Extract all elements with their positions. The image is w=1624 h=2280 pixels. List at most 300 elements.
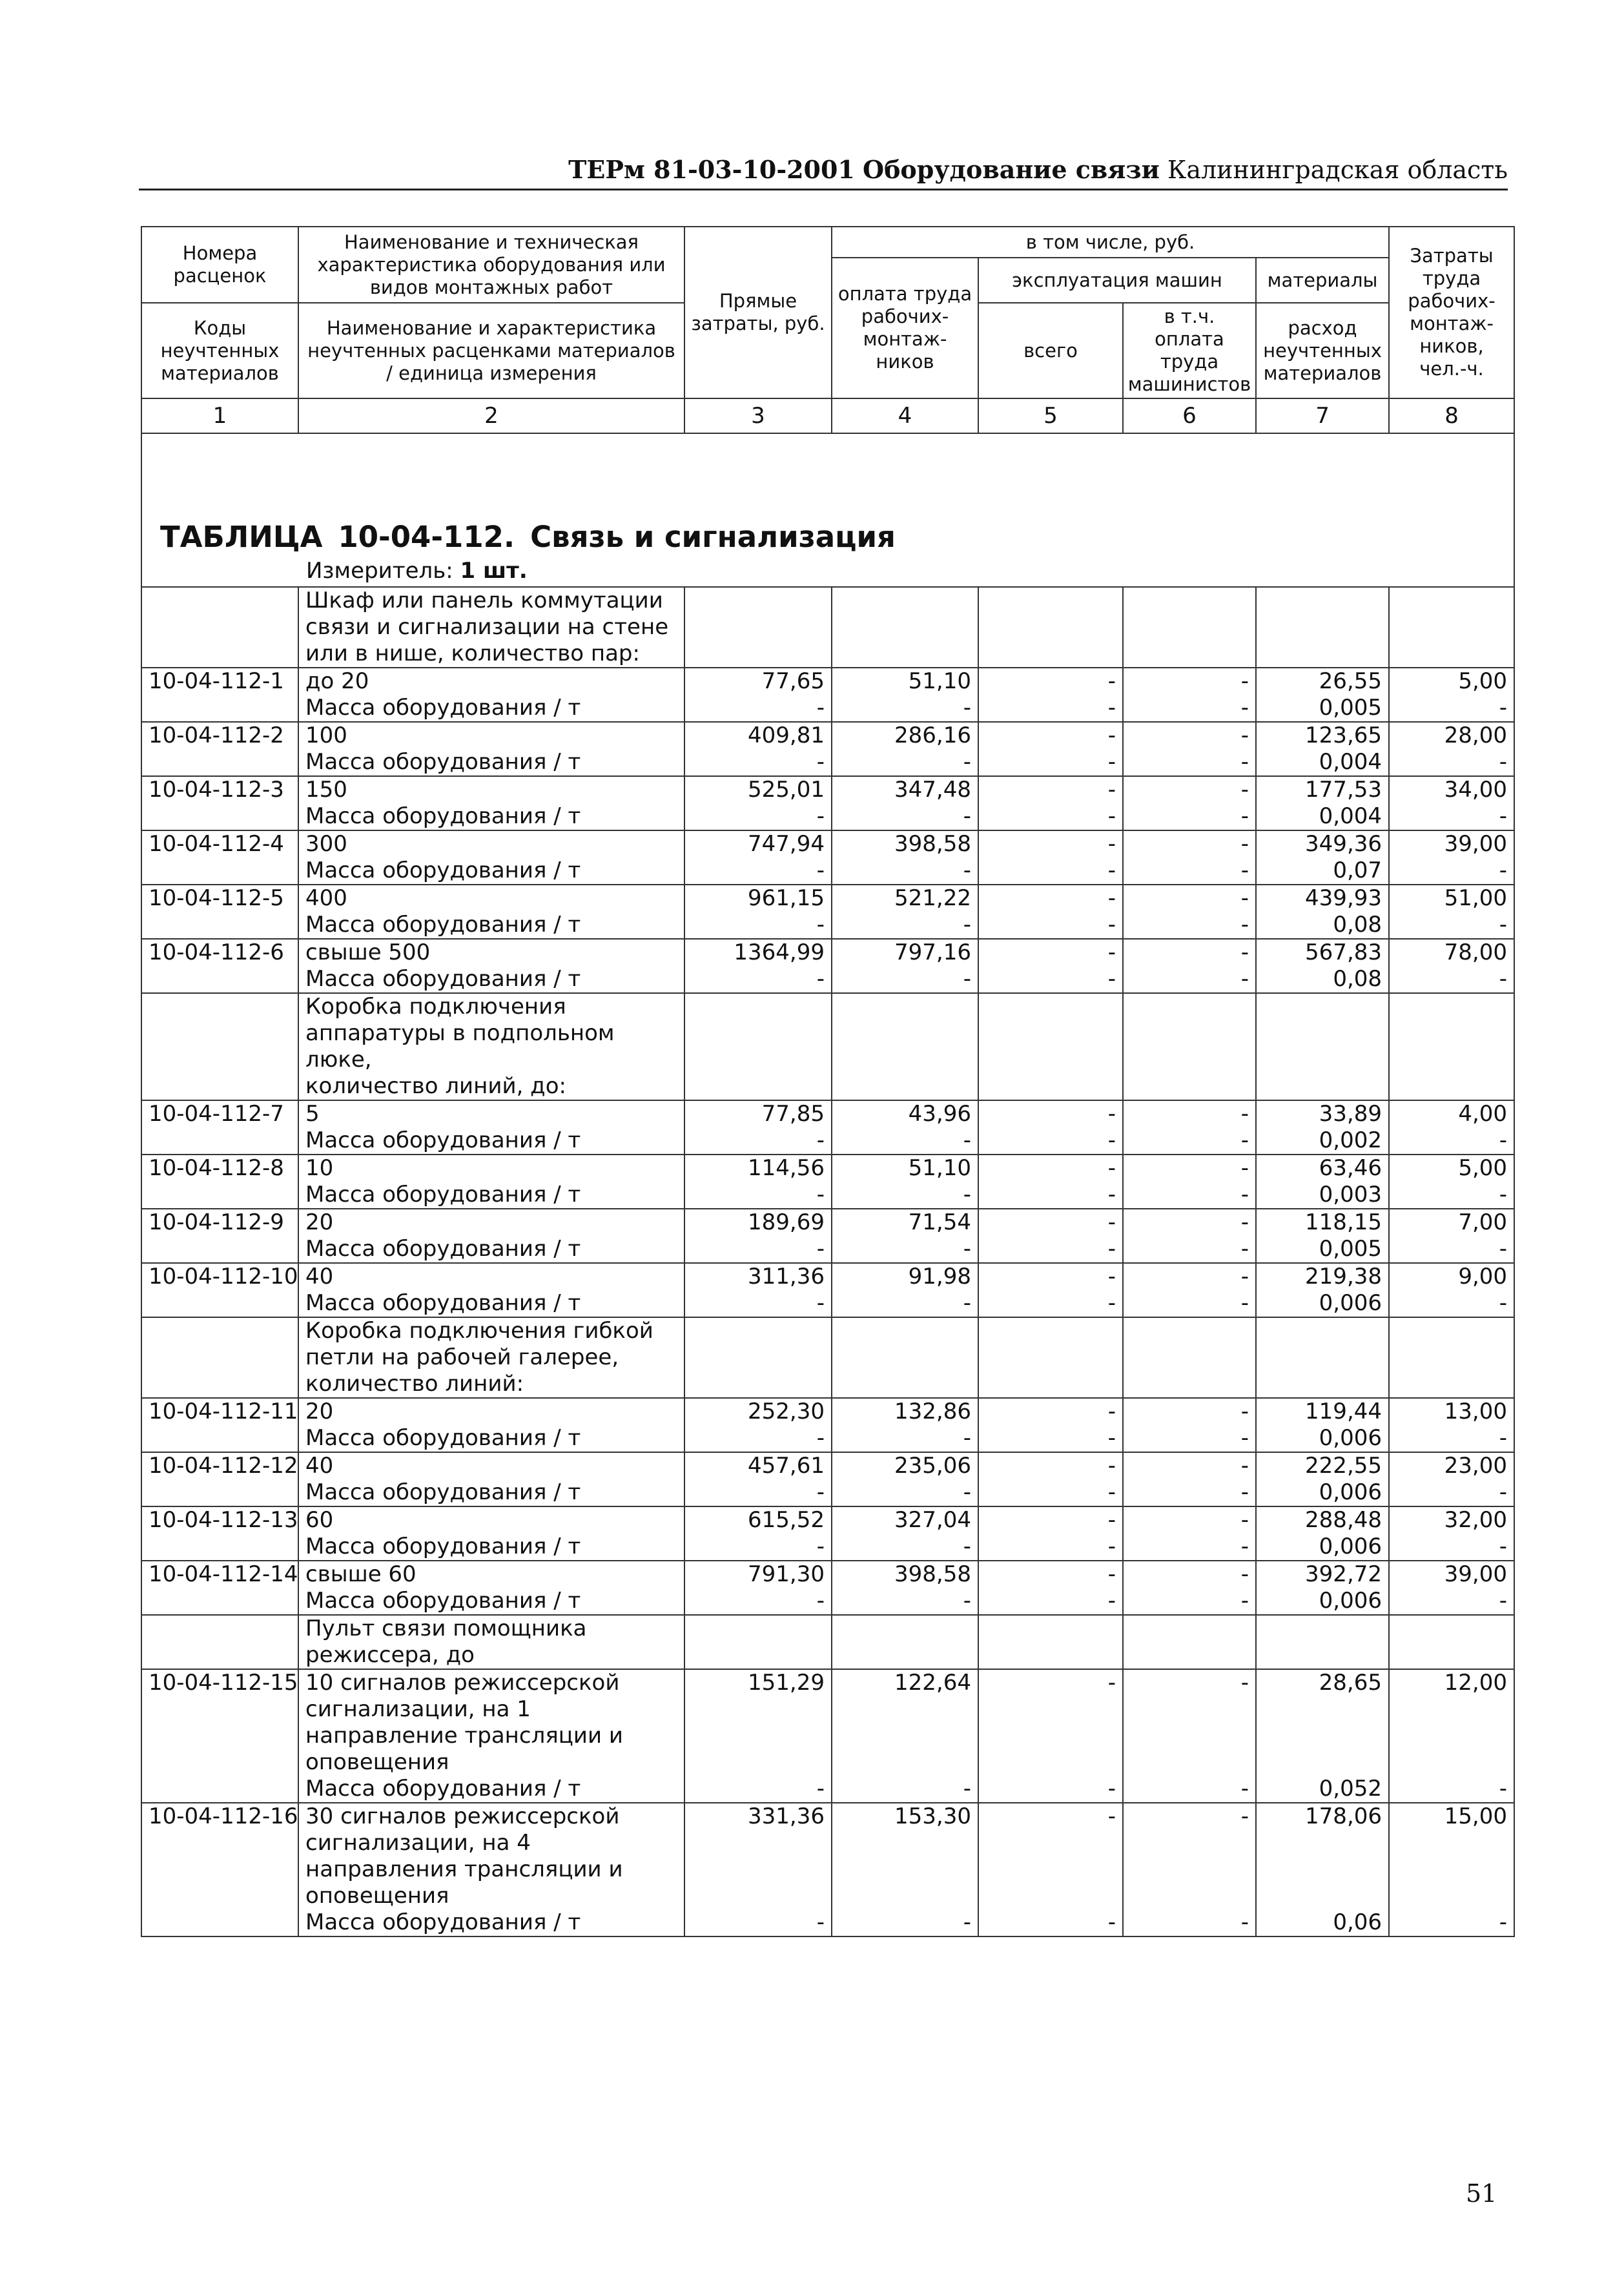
mass-machines-total-cell: - <box>978 1479 1123 1506</box>
mass-direct-cost-cell: - <box>684 1534 832 1561</box>
rate-code: 10-04-112-12 <box>141 1452 298 1479</box>
labor-hours-cell: 13,00 <box>1389 1398 1514 1425</box>
materials-cell: 349,36 <box>1256 830 1389 858</box>
machines-total-cell: - <box>978 1452 1123 1479</box>
col-labor-pay-header: оплата труда рабочих-монтаж-ников <box>832 258 978 398</box>
mass-machines-total-cell: - <box>978 1909 1123 1936</box>
group-empty-cell <box>684 1317 832 1398</box>
mass-direct-cost-cell: - <box>684 1909 832 1936</box>
mass-labor-hours-cell: - <box>1389 858 1514 885</box>
mass-materials-cell: 0,06 <box>1256 1909 1389 1936</box>
mass-labor-pay-cell: - <box>832 749 978 776</box>
labor-pay-cell: 398,58 <box>832 1561 978 1588</box>
group-title: Коробка подключения гибкой петли на рабочей галерее, количество линий: <box>298 1317 684 1398</box>
col-number: 6 <box>1123 398 1256 433</box>
mass-machinists-pay-cell: - <box>1123 1534 1256 1561</box>
material-row <box>141 1588 1514 1615</box>
mass-labor-hours-cell: - <box>1389 912 1514 939</box>
materials-cell: 118,15 <box>1256 1209 1389 1236</box>
mass-materials-cell: 0,005 <box>1256 1236 1389 1263</box>
mass-direct-cost-cell: - <box>684 1425 832 1452</box>
mass-materials-cell: 0,052 <box>1256 1776 1389 1803</box>
col-machinists-pay-header: в т.ч. оплата труда машинистов <box>1123 303 1256 398</box>
mass-machinists-pay-cell: - <box>1123 1909 1256 1936</box>
table-row <box>141 1561 1514 1588</box>
materials-cell: 33,89 <box>1256 1100 1389 1127</box>
labor-hours-cell: 12,00 <box>1389 1669 1514 1776</box>
measure-value: 1 шт. <box>460 558 528 584</box>
group-title: Пульт связи помощника режиссера, до <box>298 1615 684 1669</box>
material-row <box>141 858 1514 885</box>
material-name: Масса оборудования / т <box>298 1479 684 1506</box>
labor-pay-cell: 132,86 <box>832 1398 978 1425</box>
mass-direct-cost-cell: - <box>684 1776 832 1803</box>
materials-cell: 26,55 <box>1256 668 1389 695</box>
material-name: Масса оборудования / т <box>298 1425 684 1452</box>
labor-hours-cell: 5,00 <box>1389 1155 1514 1182</box>
material-code <box>141 912 298 939</box>
mass-direct-cost-cell: - <box>684 912 832 939</box>
rate-description: 5 <box>298 1100 684 1127</box>
mass-labor-hours-cell: - <box>1389 1290 1514 1317</box>
machinists-pay-cell: - <box>1123 885 1256 912</box>
mass-direct-cost-cell: - <box>684 1236 832 1263</box>
labor-pay-cell: 91,98 <box>832 1263 978 1290</box>
mass-materials-cell: 0,006 <box>1256 1479 1389 1506</box>
labor-pay-cell: 347,48 <box>832 776 978 803</box>
direct-cost-cell: 457,61 <box>684 1452 832 1479</box>
machinists-pay-cell: - <box>1123 1506 1256 1534</box>
col-number: 5 <box>978 398 1123 433</box>
machines-total-cell: - <box>978 1506 1123 1534</box>
machinists-pay-cell: - <box>1123 830 1256 858</box>
material-name: Масса оборудования / т <box>298 803 684 830</box>
material-row <box>141 966 1514 993</box>
material-name: Масса оборудования / т <box>298 1588 684 1615</box>
mass-materials-cell: 0,006 <box>1256 1290 1389 1317</box>
group-empty-cell <box>832 587 978 668</box>
rate-code: 10-04-112-10 <box>141 1263 298 1290</box>
material-name: Масса оборудования / т <box>298 749 684 776</box>
mass-labor-hours-cell: - <box>1389 1534 1514 1561</box>
materials-cell: 219,38 <box>1256 1263 1389 1290</box>
group-empty-cell <box>1389 1317 1514 1398</box>
group-empty-cell <box>1123 1317 1256 1398</box>
machines-total-cell: - <box>978 1398 1123 1425</box>
machinists-pay-cell: - <box>1123 668 1256 695</box>
section-title-row <box>141 433 1514 587</box>
rate-description: 150 <box>298 776 684 803</box>
machinists-pay-cell: - <box>1123 1100 1256 1127</box>
mass-materials-cell: 0,004 <box>1256 749 1389 776</box>
col-material-name-header: Наименование и характеристика неучтенных расценками материалов / единица измерения <box>298 303 684 398</box>
materials-cell: 288,48 <box>1256 1506 1389 1534</box>
group-empty-cell <box>1389 993 1514 1100</box>
mass-labor-pay-cell: - <box>832 858 978 885</box>
group-header-row <box>141 587 1514 668</box>
group-empty-cell <box>978 1317 1123 1398</box>
measure-unit <box>149 557 1507 586</box>
group-empty-cell <box>1256 1317 1389 1398</box>
direct-cost-cell: 615,52 <box>684 1506 832 1534</box>
labor-pay-cell: 43,96 <box>832 1100 978 1127</box>
mass-labor-pay-cell: - <box>832 1588 978 1615</box>
col-labor-cost-header: Затраты труда рабочих-монтаж-ников, чел.-ч. <box>1389 227 1514 398</box>
direct-cost-cell: 1364,99 <box>684 939 832 966</box>
rate-description: 20 <box>298 1209 684 1236</box>
machines-total-cell: - <box>978 1803 1123 1909</box>
material-code <box>141 1534 298 1561</box>
mass-labor-hours-cell: - <box>1389 1127 1514 1155</box>
mass-machinists-pay-cell: - <box>1123 1127 1256 1155</box>
col-material-codes-header: Коды неучтенных материалов <box>141 303 298 398</box>
header-title: Оборудование связи <box>862 155 1160 184</box>
direct-cost-cell: 961,15 <box>684 885 832 912</box>
mass-direct-cost-cell: - <box>684 1479 832 1506</box>
machinists-pay-cell: - <box>1123 1155 1256 1182</box>
mass-machinists-pay-cell: - <box>1123 1425 1256 1452</box>
machines-total-cell: - <box>978 939 1123 966</box>
table-row <box>141 830 1514 858</box>
header-region: Калининградская область <box>1167 156 1508 184</box>
col-number: 7 <box>1256 398 1389 433</box>
rate-code: 10-04-112-9 <box>141 1209 298 1236</box>
direct-cost-cell: 151,29 <box>684 1669 832 1776</box>
material-code <box>141 1290 298 1317</box>
group-empty-cell <box>1256 587 1389 668</box>
materials-cell: 439,93 <box>1256 885 1389 912</box>
table-row <box>141 1209 1514 1236</box>
mass-machines-total-cell: - <box>978 1776 1123 1803</box>
rate-description: 100 <box>298 722 684 749</box>
table-row <box>141 1506 1514 1534</box>
col-number: 8 <box>1389 398 1514 433</box>
mass-labor-hours-cell: - <box>1389 1182 1514 1209</box>
mass-materials-cell: 0,08 <box>1256 966 1389 993</box>
material-row <box>141 1290 1514 1317</box>
mass-labor-pay-cell: - <box>832 1425 978 1452</box>
rate-description: 300 <box>298 830 684 858</box>
table-title <box>149 434 1507 557</box>
mass-materials-cell: 0,006 <box>1256 1588 1389 1615</box>
labor-hours-cell: 39,00 <box>1389 830 1514 858</box>
rate-code: 10-04-112-3 <box>141 776 298 803</box>
labor-pay-cell: 521,22 <box>832 885 978 912</box>
table-row <box>141 1669 1514 1776</box>
measure-label: Измеритель: <box>306 558 453 584</box>
machines-total-cell: - <box>978 722 1123 749</box>
rate-code: 10-04-112-4 <box>141 830 298 858</box>
materials-cell: 28,65 <box>1256 1669 1389 1776</box>
table-title-name: Связь и сигнализация <box>530 520 896 554</box>
group-title: Коробка подключения аппаратуры в подпольном люке, количество линий, до: <box>298 993 684 1100</box>
mass-direct-cost-cell: - <box>684 1588 832 1615</box>
mass-labor-pay-cell: - <box>832 912 978 939</box>
mass-machinists-pay-cell: - <box>1123 1182 1256 1209</box>
mass-machinists-pay-cell: - <box>1123 1479 1256 1506</box>
group-header-row <box>141 1317 1514 1398</box>
mass-labor-hours-cell: - <box>1389 1588 1514 1615</box>
rate-code: 10-04-112-2 <box>141 722 298 749</box>
machinists-pay-cell: - <box>1123 1209 1256 1236</box>
machines-total-cell: - <box>978 1263 1123 1290</box>
mass-direct-cost-cell: - <box>684 695 832 722</box>
group-empty-cell <box>978 587 1123 668</box>
group-header-row <box>141 1615 1514 1669</box>
group-empty-cell <box>684 1615 832 1669</box>
machines-total-cell: - <box>978 885 1123 912</box>
labor-pay-cell: 122,64 <box>832 1669 978 1776</box>
group-empty-cell <box>1256 993 1389 1100</box>
mass-direct-cost-cell: - <box>684 966 832 993</box>
material-code <box>141 1425 298 1452</box>
materials-cell: 63,46 <box>1256 1155 1389 1182</box>
rate-description: 10 <box>298 1155 684 1182</box>
group-empty-cell <box>1123 1615 1256 1669</box>
labor-pay-cell: 51,10 <box>832 668 978 695</box>
material-row <box>141 1236 1514 1263</box>
materials-cell: 222,55 <box>1256 1452 1389 1479</box>
labor-pay-cell: 327,04 <box>832 1506 978 1534</box>
direct-cost-cell: 331,36 <box>684 1803 832 1909</box>
mass-labor-pay-cell: - <box>832 803 978 830</box>
rate-code: 10-04-112-1 <box>141 668 298 695</box>
labor-hours-cell: 51,00 <box>1389 885 1514 912</box>
table-row <box>141 1803 1514 1909</box>
mass-machines-total-cell: - <box>978 1290 1123 1317</box>
labor-pay-cell: 398,58 <box>832 830 978 858</box>
materials-cell: 567,83 <box>1256 939 1389 966</box>
machines-total-cell: - <box>978 1561 1123 1588</box>
machinists-pay-cell: - <box>1123 722 1256 749</box>
mass-labor-hours-cell: - <box>1389 1909 1514 1936</box>
col-number: 1 <box>141 398 298 433</box>
table-row <box>141 1155 1514 1182</box>
material-name: Масса оборудования / т <box>298 1182 684 1209</box>
group-empty-cell <box>684 993 832 1100</box>
material-code <box>141 803 298 830</box>
labor-hours-cell: 4,00 <box>1389 1100 1514 1127</box>
machines-total-cell: - <box>978 830 1123 858</box>
mass-labor-pay-cell: - <box>832 1776 978 1803</box>
mass-machines-total-cell: - <box>978 912 1123 939</box>
mass-labor-pay-cell: - <box>832 966 978 993</box>
mass-machines-total-cell: - <box>978 966 1123 993</box>
material-code <box>141 966 298 993</box>
mass-direct-cost-cell: - <box>684 1290 832 1317</box>
mass-labor-hours-cell: - <box>1389 803 1514 830</box>
mass-machines-total-cell: - <box>978 1534 1123 1561</box>
machines-total-cell: - <box>978 1209 1123 1236</box>
mass-labor-hours-cell: - <box>1389 749 1514 776</box>
direct-cost-cell: 791,30 <box>684 1561 832 1588</box>
machinists-pay-cell: - <box>1123 1803 1256 1909</box>
col-direct-header: Прямые затраты, руб. <box>684 227 832 398</box>
mass-machines-total-cell: - <box>978 1127 1123 1155</box>
labor-hours-cell: 78,00 <box>1389 939 1514 966</box>
mass-machinists-pay-cell: - <box>1123 1776 1256 1803</box>
rate-code: 10-04-112-16 <box>141 1803 298 1909</box>
group-empty-cell <box>832 1317 978 1398</box>
material-name: Масса оборудования / т <box>298 1776 684 1803</box>
rate-description: свыше 60 <box>298 1561 684 1588</box>
mass-machines-total-cell: - <box>978 803 1123 830</box>
col-name-header: Наименование и техническая характеристика оборудования или видов монтажных работ <box>298 227 684 303</box>
group-empty-cell <box>1389 587 1514 668</box>
material-row <box>141 749 1514 776</box>
machinists-pay-cell: - <box>1123 776 1256 803</box>
mass-machinists-pay-cell: - <box>1123 1236 1256 1263</box>
mass-machines-total-cell: - <box>978 749 1123 776</box>
mass-labor-hours-cell: - <box>1389 966 1514 993</box>
material-row <box>141 1127 1514 1155</box>
rate-description: 40 <box>298 1452 684 1479</box>
rate-code: 10-04-112-13 <box>141 1506 298 1534</box>
mass-direct-cost-cell: - <box>684 1127 832 1155</box>
material-code <box>141 1776 298 1803</box>
mass-materials-cell: 0,002 <box>1256 1127 1389 1155</box>
rate-description: 10 сигналов режиссерской сигнализации, на 1 направление трансляции и оповещения <box>298 1669 684 1776</box>
material-name: Масса оборудования / т <box>298 966 684 993</box>
mass-labor-hours-cell: - <box>1389 1776 1514 1803</box>
mass-labor-pay-cell: - <box>832 1479 978 1506</box>
material-row <box>141 695 1514 722</box>
labor-hours-cell: 15,00 <box>1389 1803 1514 1909</box>
mass-machinists-pay-cell: - <box>1123 912 1256 939</box>
col-materials-header: материалы <box>1256 258 1389 303</box>
mass-labor-hours-cell: - <box>1389 1479 1514 1506</box>
machinists-pay-cell: - <box>1123 1452 1256 1479</box>
mass-materials-cell: 0,08 <box>1256 912 1389 939</box>
labor-hours-cell: 5,00 <box>1389 668 1514 695</box>
machinists-pay-cell: - <box>1123 1263 1256 1290</box>
direct-cost-cell: 747,94 <box>684 830 832 858</box>
material-row <box>141 1479 1514 1506</box>
machinists-pay-cell: - <box>1123 1561 1256 1588</box>
material-name: Масса оборудования / т <box>298 695 684 722</box>
col-including-header: в том числе, руб. <box>832 227 1389 258</box>
mass-direct-cost-cell: - <box>684 803 832 830</box>
mass-materials-cell: 0,006 <box>1256 1425 1389 1452</box>
materials-cell: 177,53 <box>1256 776 1389 803</box>
mass-labor-pay-cell: - <box>832 1236 978 1263</box>
material-code <box>141 1479 298 1506</box>
direct-cost-cell: 189,69 <box>684 1209 832 1236</box>
rate-description: 60 <box>298 1506 684 1534</box>
material-row <box>141 1534 1514 1561</box>
material-name: Масса оборудования / т <box>298 1236 684 1263</box>
group-empty-cell <box>1123 993 1256 1100</box>
machinists-pay-cell: - <box>1123 1669 1256 1776</box>
labor-hours-cell: 28,00 <box>1389 722 1514 749</box>
group-code-cell <box>141 1615 298 1669</box>
mass-direct-cost-cell: - <box>684 858 832 885</box>
rate-code: 10-04-112-11 <box>141 1398 298 1425</box>
mass-machines-total-cell: - <box>978 1236 1123 1263</box>
material-code <box>141 1236 298 1263</box>
mass-labor-pay-cell: - <box>832 1127 978 1155</box>
material-row <box>141 803 1514 830</box>
col-machines-header: эксплуатация машин <box>978 258 1256 303</box>
table-title-number: 10-04-112. <box>338 520 515 554</box>
mass-materials-cell: 0,003 <box>1256 1182 1389 1209</box>
group-empty-cell <box>1389 1615 1514 1669</box>
table-row <box>141 776 1514 803</box>
direct-cost-cell: 77,85 <box>684 1100 832 1127</box>
labor-pay-cell: 51,10 <box>832 1155 978 1182</box>
material-code <box>141 749 298 776</box>
machines-total-cell: - <box>978 1669 1123 1776</box>
labor-pay-cell: 286,16 <box>832 722 978 749</box>
group-title: Шкаф или панель коммутации связи и сигнализации на стене или в нише, количество пар: <box>298 587 684 668</box>
material-code <box>141 695 298 722</box>
mass-machinists-pay-cell: - <box>1123 1290 1256 1317</box>
machines-total-cell: - <box>978 1100 1123 1127</box>
material-code <box>141 1127 298 1155</box>
machines-total-cell: - <box>978 1155 1123 1182</box>
materials-cell: 392,72 <box>1256 1561 1389 1588</box>
material-row <box>141 912 1514 939</box>
labor-pay-cell: 797,16 <box>832 939 978 966</box>
labor-hours-cell: 34,00 <box>1389 776 1514 803</box>
direct-cost-cell: 77,65 <box>684 668 832 695</box>
rate-code: 10-04-112-14 <box>141 1561 298 1588</box>
material-code <box>141 1909 298 1936</box>
col-machines-total-header: всего <box>978 303 1123 398</box>
rate-description: 20 <box>298 1398 684 1425</box>
mass-machines-total-cell: - <box>978 695 1123 722</box>
col-number: 3 <box>684 398 832 433</box>
materials-cell: 123,65 <box>1256 722 1389 749</box>
mass-machines-total-cell: - <box>978 858 1123 885</box>
material-row <box>141 1909 1514 1936</box>
mass-materials-cell: 0,004 <box>1256 803 1389 830</box>
page-number: 51 <box>1466 2179 1497 2208</box>
material-code <box>141 1588 298 1615</box>
direct-cost-cell: 311,36 <box>684 1263 832 1290</box>
group-code-cell <box>141 993 298 1100</box>
mass-labor-pay-cell: - <box>832 1182 978 1209</box>
group-empty-cell <box>684 587 832 668</box>
materials-cell: 119,44 <box>1256 1398 1389 1425</box>
direct-cost-cell: 409,81 <box>684 722 832 749</box>
mass-labor-hours-cell: - <box>1389 695 1514 722</box>
group-empty-cell <box>978 1615 1123 1669</box>
rate-code: 10-04-112-7 <box>141 1100 298 1127</box>
labor-pay-cell: 71,54 <box>832 1209 978 1236</box>
mass-materials-cell: 0,07 <box>1256 858 1389 885</box>
labor-hours-cell: 7,00 <box>1389 1209 1514 1236</box>
group-code-cell <box>141 1317 298 1398</box>
machinists-pay-cell: - <box>1123 1398 1256 1425</box>
group-empty-cell <box>1256 1615 1389 1669</box>
page-header <box>139 154 1508 190</box>
rate-code: 10-04-112-5 <box>141 885 298 912</box>
mass-labor-pay-cell: - <box>832 1290 978 1317</box>
group-empty-cell <box>832 993 978 1100</box>
price-table <box>141 226 1515 1937</box>
col-rate-number-header: Номера расценок <box>141 227 298 303</box>
group-empty-cell <box>978 993 1123 1100</box>
mass-machinists-pay-cell: - <box>1123 695 1256 722</box>
rate-code: 10-04-112-15 <box>141 1669 298 1776</box>
mass-machines-total-cell: - <box>978 1425 1123 1452</box>
table-row <box>141 939 1514 966</box>
material-row <box>141 1182 1514 1209</box>
group-code-cell <box>141 587 298 668</box>
mass-machinists-pay-cell: - <box>1123 1588 1256 1615</box>
labor-pay-cell: 153,30 <box>832 1803 978 1909</box>
